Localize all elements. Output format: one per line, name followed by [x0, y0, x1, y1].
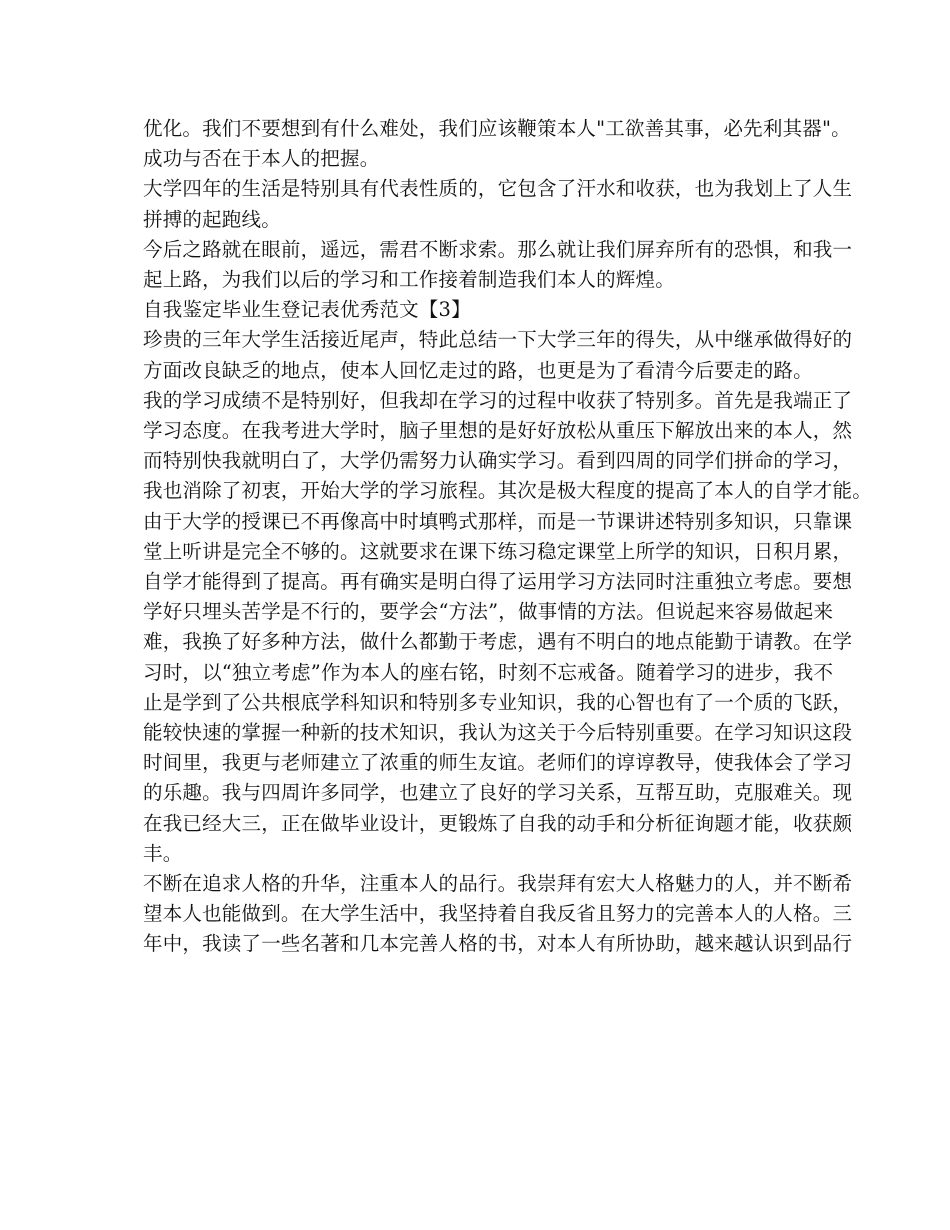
text-line: 我的学习成绩不是特别好，但我却在学习的过程中收获了特别多。首先是我端正了 — [143, 388, 853, 412]
section-heading: 自我鉴定毕业生登记表优秀范文【3】 — [143, 298, 471, 322]
text-line: 学好只埋头苦学是不行的，要学会“方法”，做事情的方法。但说起来容易做起来 — [143, 600, 834, 624]
text-line: 自学才能得到了提高。再有确实是明白得了运用学习方法同时注重独立考虑。要想 — [143, 570, 853, 594]
text-line: 能较快速的掌握一种新的技术知识，我认为这关于今后特别重要。在学习知识这段 — [143, 721, 853, 745]
text-line: 习时，以“独立考虑”作为本人的座右铭，时刻不忘戒备。随着学习的进步，我不 — [143, 660, 834, 684]
text-line: 方面改良缺乏的地点，使本人回忆走过的路，也更是为了看清今后要走的路。 — [143, 358, 813, 382]
text-line: 由于大学的授课已不再像高中时填鸭式那样，而是一节课讲述特别多知识，只靠课 — [143, 509, 853, 533]
text-line: 堂上听讲是完全不够的。这就要求在课下练习稳定课堂上所学的知识，日积月累， — [143, 539, 853, 563]
text-line: 而特别快我就明白了，大学仍需努力认确实学习。看到四周的同学们拼命的学习， — [143, 449, 853, 473]
text-line: 成功与否在于本人的把握。 — [143, 147, 380, 171]
text-line: 拼搏的起跑线。 — [143, 207, 281, 231]
text-line: 学习态度。在我考进大学时，脑子里想的是好好放松从重压下解放出来的本人，然 — [143, 419, 853, 443]
text-line: 优化。我们不要想到有什么难处，我们应该鞭策本人"工欲善其事，必先利其器"。 — [143, 117, 851, 140]
text-line: 难，我换了好多种方法，做什么都勤于考虑，遇有不明白的地点能勤于请教。在学 — [143, 630, 853, 654]
text-line: 在我已经大三，正在做毕业设计，更锻炼了自我的动手和分析征询题才能，收获颇 — [143, 811, 853, 835]
text-line: 珍贵的三年大学生活接近尾声，特此总结一下大学三年的得失，从中继承做得好的 — [143, 328, 853, 352]
text-line: 起上路，为我们以后的学习和工作接着制造我们本人的辉煌。 — [143, 268, 675, 292]
document-body — [143, 114, 872, 960]
text-line: 时间里，我更与老师建立了浓重的师生友谊。老师们的谆谆教导，使我体会了学习 — [143, 751, 853, 775]
text-line: 止是学到了公共根底学科知识和特别多专业知识，我的心智也有了一个质的飞跃， — [143, 690, 853, 714]
text-line: 年中，我读了一些名著和几本完善人格的书，对本人有所协助，越来越认识到品行 — [143, 932, 853, 956]
text-line: 丰。 — [143, 841, 183, 865]
text-line: 不断在追求人格的升华，注重本人的品行。我崇拜有宏大人格魅力的人，并不断希 — [143, 872, 853, 896]
text-line: 我也消除了初衷，开始大学的学习旅程。其次是极大程度的提高了本人的自学才能。 — [143, 479, 872, 503]
text-line: 望本人也能做到。在大学生活中，我坚持着自我反省且努力的完善本人的人格。三 — [143, 902, 853, 926]
text-line: 的乐趣。我与四周许多同学，也建立了良好的学习关系，互帮互助，克服难关。现 — [143, 781, 853, 805]
text-line: 今后之路就在眼前，遥远，需君不断求索。那么就让我们屏弃所有的恐惧，和我一 — [143, 237, 853, 261]
text-line: 大学四年的生活是特别具有代表性质的，它包含了汗水和收获，也为我划上了人生 — [143, 177, 853, 201]
